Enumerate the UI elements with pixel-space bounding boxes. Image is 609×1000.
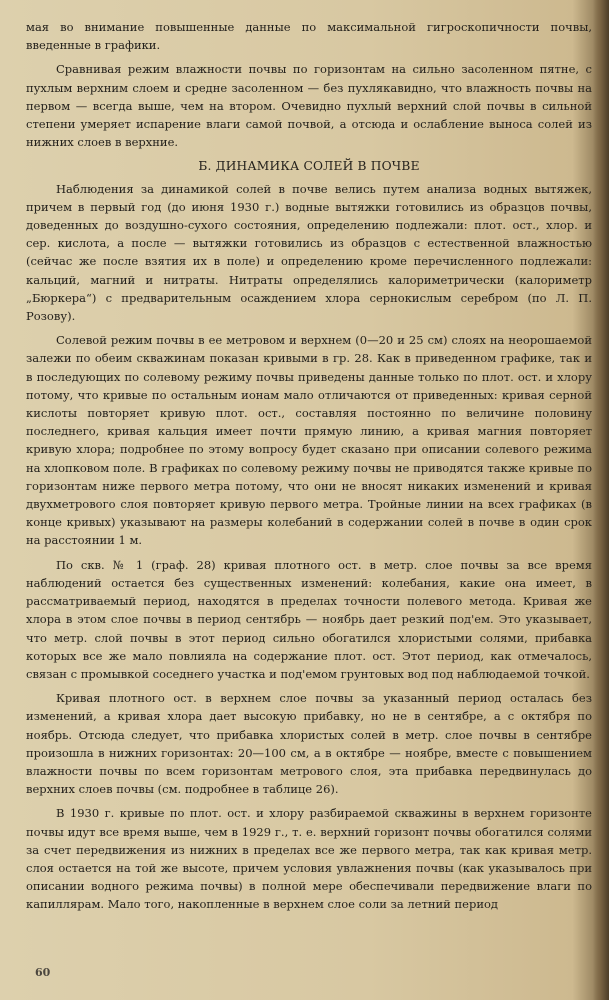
paragraph-1: мая во внимание повышенные данные по максимальной гигроскопичности почвы, введенные в графики. [26, 20, 592, 53]
paragraph-2: Сравнивая режим влажности почвы по горизонтам на сильно засоленном пятне, с пухлым верхним слоем и средне засоленном — без пухлякавидно, что влажность почвы на первом — всегда выше, чем на втором. Очевидно пухлый верхний слой почвы в сильной степени умеряет испарение влаги самой почвой, а отсюда и ослабление выноса солей из нижних слоев в верхние. [26, 62, 592, 150]
paragraph-4: Солевой режим почвы в ее метровом и верхнем (0—20 и 25 см) слоях на неорошаемой залежи по обеим скважинам показан кривыми в гр. 28. Как в приведенном графике, так и в последующих по солевому режиму почвы приведены данные только по плот. ост. и хлору потому, что кривые по остальным ионам мало отличаются от приведенных: кривая серной кислоты повторяет кривую плот. ост., составляя постоянно по величине половину последнего, кривая кальция имеет почти прямую линию, а кривая магния повторяет кривую хлора; подробнее по этому вопросу будет сказано при описании солевого режима на хлопковом поле. В графиках по солевому режиму почвы не приводятся также кривые по горизонтам ниже первого метра потому, что они не вносят никаких изменений и кривая двухметрового слоя повторяет кривую первого метра. Тройные линии на всех графиках (в конце кривых) указывают на размеры колебаний в содержании солей в почве в один срок на расстоянии 1 м. [26, 333, 592, 548]
section-heading: Б. ДИНАМИКА СОЛЕЙ В ПОЧВЕ [198, 159, 420, 174]
paragraph-7: В 1930 г. кривые по плот. ост. и хлору разбираемой скважины в верхнем горизонте почвы идут все время выше, чем в 1929 г., т. е. верхний горизонт почвы обогатился солями за счет передвижения из нижних в пределах все же первого метра, так как кривая метр. слоя остается на той же высоте, причем условия увлажнения почвы (как указывалось при описании водного режима почвы) в полной мере обеспечивали передвижение влаги по капиллярам. Мало того, накопленные в верхнем слое соли за летний период [26, 806, 592, 912]
book-binding-shadow [593, 0, 609, 1000]
paragraph-3: Наблюдения за динамикой солей в почве велись путем анализа водных вытяжек, причем в первый год (до июня 1930 г.) водные вытяжки готовились из образцов почвы, доведенных до воздушно-сухого состояния, определению подлежали: плот. ост., хлор. и сер. кислота, а после — вытяжки готовились из образцов с естественной влажностью (сейчас же после взятия их в поле) и определению кроме перечисленного подлежали: кальций, магний и нитраты. Нитраты определялись калориметрически (калориметр „Бюркера“) с предварительным осаждением хлора сернокислым серебром (по Л. П. Розову). [26, 181, 592, 324]
paragraph-5: По скв. № 1 (граф. 28) кривая плотного ост. в метр. слое почвы за все время наблюдений остается без существенных изменений: колебания, какие она имеет, в рассматриваемый период, находятся в пределах точности полевого метода. Кривая же хлора в этом слое почвы в период сентябрь — ноябрь дает резкий под'ем. Это указывает, что метр. слой почвы в этот период сильно обогатился хлористыми солями, прибавка которых все же мало повлияла на содержание плот. ост. Этот период, как отмечалось, связан с промывкой соседнего участка и под'емом грунтовых вод под наблюдаемой точкой. [26, 557, 592, 681]
paragraph-6: Кривая плотного ост. в верхнем слое почвы за указанный период осталась без изменений, а кривая хлора дает высокую прибавку, но не в сентябре, а с октября по ноябрь. Отсюда следует, что прибавка хлористых солей в метр. слое почвы в сентябре произошла в нижних горизонтах: 20—100 см, а в октябре — ноябре, вместе с повышением влажности почвы по всем горизонтам метрового слоя, эта прибавка передвинулась до верхних слоев почвы (см. подробнее в таблице 26). [26, 691, 592, 797]
text-column [26, 18, 592, 920]
page-number: 60 [35, 966, 51, 979]
